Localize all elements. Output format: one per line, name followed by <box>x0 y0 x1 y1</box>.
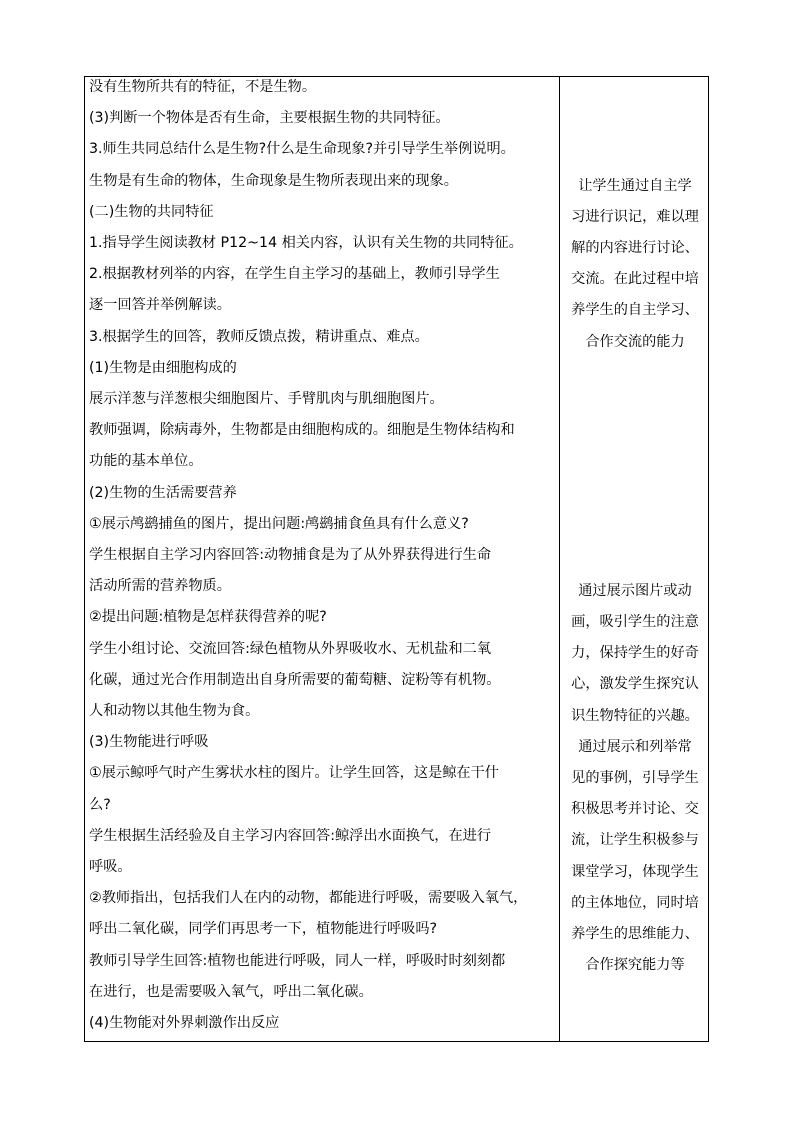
intent-line: 通过展示和列举常 <box>578 739 692 755</box>
process-line: 逐一回答并举例解读。 <box>89 297 231 313</box>
process-line: 3.根据学生的回答，教师反馈点拨，精讲重点、难点。 <box>89 329 429 345</box>
process-line: 呼出二氧化碳，同学们再思考一下，植物能进行呼吸吗? <box>89 921 438 937</box>
intent-line: 课堂学习，体现学生 <box>571 864 699 880</box>
intent-line: 让学生通过自主学 <box>578 178 692 194</box>
intent-line: 习进行识记，难以理 <box>571 209 699 225</box>
process-line: 生物是有生命的物体，生命现象是生物所表现出来的现象。 <box>89 173 458 189</box>
process-line: 教师引导学生回答:植物也能进行呼吸，同人一样，呼吸时时刻刻都 <box>89 953 506 969</box>
intent-line: 解的内容进行讨论、 <box>571 240 699 256</box>
process-line: 在进行，也是需要吸入氧气，呼出二氧化碳。 <box>89 984 373 1000</box>
process-line: ②提出问题:植物是怎样获得营养的呢? <box>89 609 327 625</box>
process-line: 没有生物所共有的特征，不是生物。 <box>89 79 317 95</box>
intent-line: 画，吸引学生的注意 <box>571 614 699 630</box>
process-line: ②教师指出，包括我们人在内的动物，都能进行呼吸，需要吸入氧气， <box>89 890 528 906</box>
intent-line: 见的事例，引导学生 <box>571 770 699 786</box>
process-line: ①展示鸬鹚捕鱼的图片，提出问题:鸬鹚捕食鱼具有什么意义? <box>89 516 469 532</box>
process-line: 化碳，通过光合作用制造出自身所需要的葡萄糖、淀粉等有机物。 <box>89 672 501 688</box>
intent-line: 合作探究能力等 <box>585 957 685 973</box>
process-line: (二)生物的共同特征 <box>89 204 214 220</box>
process-line: 功能的基本单位。 <box>89 453 203 469</box>
process-line: 1.指导学生阅读教材 P12~14 相关内容，认识有关生物的共同特征。 <box>89 235 523 251</box>
process-line: 展示洋葱与洋葱根尖细胞图片、手臂肌肉与肌细胞图片。 <box>89 391 444 407</box>
intent-line: 积极思考并讨论、交 <box>571 801 699 817</box>
process-line: 学生根据自主学习内容回答:动物捕食是为了从外界获得进行生命 <box>89 547 492 563</box>
process-line: 活动所需的营养物质。 <box>89 578 231 594</box>
intent-line: 合作交流的能力 <box>585 334 685 350</box>
process-line: 2.根据教材列举的内容，在学生自主学习的基础上，教师引导学生 <box>89 266 500 282</box>
intent-line: 心，激发学生探究认 <box>571 676 699 692</box>
intent-line: 交流。在此过程中培 <box>571 271 699 287</box>
intent-line: 的主体地位，同时培 <box>571 895 699 911</box>
process-line: 学生小组讨论、交流回答:绿色植物从外界吸收水、无机盐和二氧 <box>89 641 492 657</box>
process-line: ①展示鲸呼气时产生雾状水柱的图片。让学生回答，这是鲸在干什 <box>89 765 499 781</box>
intent-line: 养学生的思维能力、 <box>571 926 699 942</box>
process-line: (3)生物能进行呼吸 <box>89 734 209 750</box>
process-line: 3.师生共同总结什么是生物?什么是生命现象?并引导学生举例说明。 <box>89 141 515 157</box>
intent-line: 识生物特征的兴趣。 <box>571 708 699 724</box>
lesson-table <box>84 76 709 1042</box>
process-line: 学生根据生活经验及自主学习内容回答:鲸浮出水面换气，在进行 <box>89 828 492 844</box>
process-line: (4)生物能对外界刺激作出反应 <box>89 1015 280 1031</box>
intent-line: 养学生的自主学习、 <box>571 302 699 318</box>
process-line: 呼吸。 <box>89 859 132 875</box>
intent-line: 流，让学生积极参与 <box>571 832 699 848</box>
process-line: 么? <box>89 797 111 813</box>
intent-line: 通过展示图片或动 <box>578 583 692 599</box>
column-divider <box>559 77 560 1041</box>
process-line: 教师强调，除病毒外，生物都是由细胞构成的。细胞是生物体结构和 <box>89 422 515 438</box>
process-line: (1)生物是由细胞构成的 <box>89 360 237 376</box>
intent-line: 力，保持学生的好奇 <box>571 645 699 661</box>
process-line: (2)生物的生活需要营养 <box>89 485 237 501</box>
process-line: 人和动物以其他生物为食。 <box>89 703 260 719</box>
process-line: (3)判断一个物体是否有生命，主要根据生物的共同特征。 <box>89 110 450 126</box>
